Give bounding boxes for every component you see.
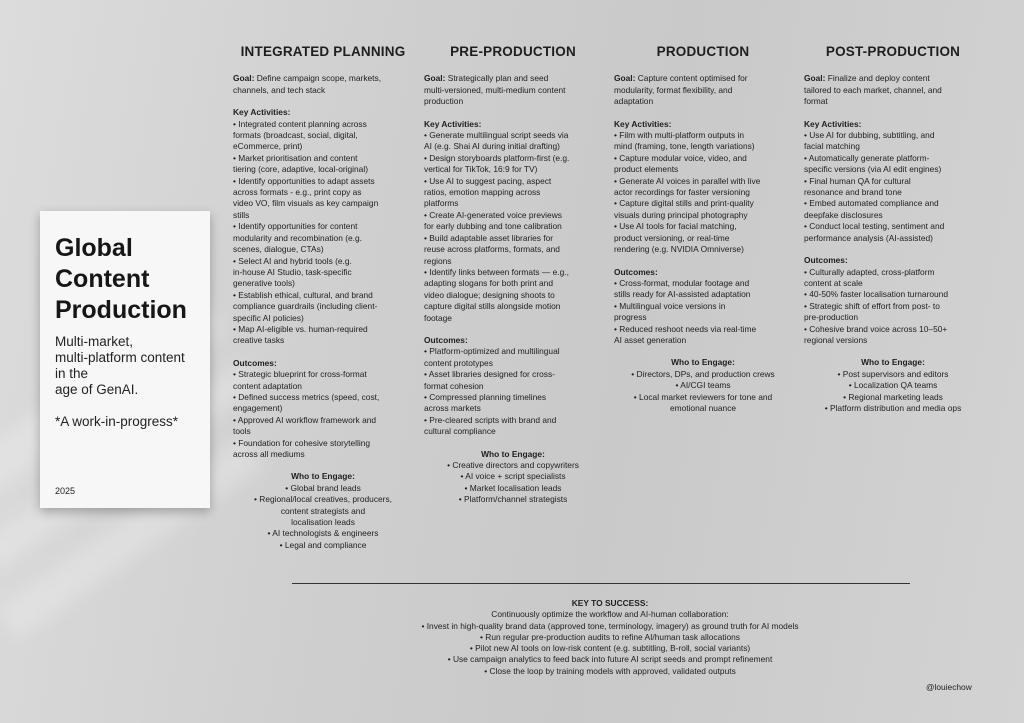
- who-to-engage-line: • Creative directors and copywriters: [447, 460, 579, 470]
- goal-line-text: Capture content optimised for: [637, 73, 748, 84]
- column-pre-production: [424, 46, 602, 506]
- outcomes-section: [804, 255, 982, 346]
- who-to-engage-section: [614, 357, 792, 414]
- key-activities-line: platforms: [424, 198, 459, 209]
- outcomes-line: content at scale: [804, 277, 863, 288]
- outcomes-section: [424, 335, 602, 438]
- key-activities-line: adapting slogans for both print and: [424, 278, 553, 289]
- key-activities-line: • Final human QA for cultural: [804, 175, 911, 186]
- outcomes-line: • 40-50% faster localisation turnaround: [804, 289, 948, 300]
- key-activities-line: compliance guardrails (including client-: [233, 301, 378, 312]
- key-activities-line: tiering (core, adaptive, local-original): [233, 164, 368, 175]
- key-activities-line: ratios, emotion mapping across: [424, 187, 541, 198]
- key-activities-line: • Generate AI voices in parallel with live: [614, 175, 761, 186]
- goal-line-text: channels, and tech stack: [233, 84, 326, 95]
- outcomes-line: • Approved AI workflow framework and: [233, 414, 377, 425]
- goal-line-text: format: [804, 96, 828, 107]
- key-activities-section: [424, 119, 602, 324]
- key-activities-line: • Capture digital stills and print-quality: [614, 198, 754, 209]
- key-activities-line: • Embed automated compliance and: [804, 198, 939, 209]
- outcomes-label: Outcomes:: [424, 334, 468, 345]
- key-to-success-line: • Invest in high-quality brand data (approved tone, terminology, imagery) as ground truth for AI models: [421, 620, 799, 631]
- key-activities-line: specific AI policies): [233, 312, 304, 323]
- goal-line-text: multi-versioned, multi-medium content: [424, 84, 566, 95]
- key-activities-line: • Identify opportunities for content: [233, 221, 358, 232]
- key-activities-section: [233, 107, 413, 347]
- outcomes-line: • Reduced reshoot needs via real-time: [614, 323, 757, 334]
- outcomes-line: • Asset libraries designed for cross-: [424, 369, 555, 380]
- key-activities-line: • Select AI and hybrid tools (e.g.: [233, 255, 352, 266]
- key-to-success-line: Continuously optimize the workflow and AI-human collaboration:: [491, 609, 729, 620]
- outcomes-line: • Foundation for cohesive storytelling: [233, 437, 371, 448]
- who-to-engage-line: localisation leads: [291, 517, 355, 528]
- key-activities-line: • Film with multi-platform outputs in: [614, 130, 744, 141]
- key-activities-line: • Use AI for dubbing, subtitling, and: [804, 130, 935, 141]
- key-activities-line: product elements: [614, 164, 679, 175]
- outcomes-line: pre-production: [804, 312, 859, 323]
- key-activities-line: for early dubbing and tone calibration: [424, 221, 562, 232]
- goal-line-text: Strategically plan and seed: [447, 73, 549, 84]
- outcomes-line: content prototypes: [424, 357, 493, 368]
- key-activities-line: • Build adaptable asset libraries for: [424, 232, 554, 243]
- who-to-engage-line: content strategists and: [280, 505, 366, 516]
- outcomes-line: • Multilingual voice versions in: [614, 300, 726, 311]
- outcomes-line: • Cohesive brand voice across 10–50+: [804, 323, 948, 334]
- key-activities-line: performance analysis (AI-assisted): [804, 232, 933, 243]
- key-activities-line: • Automatically generate platform-: [804, 152, 930, 163]
- key-activities-line: video VO, film visuals as key campaign: [233, 198, 379, 209]
- who-to-engage-line: • Post supervisors and editors: [837, 368, 949, 379]
- key-activities-line: formats (broadcast, social, digital,: [233, 130, 358, 141]
- goal-text: [424, 73, 602, 107]
- outcomes-line: format cohesion: [424, 380, 484, 391]
- key-activities-line: • Capture modular voice, video, and: [614, 152, 747, 163]
- column-post-production: [804, 46, 982, 414]
- key-activities-line: • Create AI-generated voice previews: [424, 209, 562, 220]
- outcomes-line: • Strategic blueprint for cross-format: [233, 369, 367, 380]
- outcomes-line: cultural compliance: [424, 426, 496, 437]
- outcomes-label: Outcomes:: [614, 266, 658, 277]
- who-to-engage-line: • Legal and compliance: [279, 539, 367, 550]
- who-to-engage-label: Who to Engage:: [291, 471, 355, 482]
- key-activities-line: regions: [424, 255, 452, 266]
- goal-line: [614, 96, 792, 107]
- outcomes-line: • Pre-cleared scripts with brand and: [424, 414, 557, 425]
- who-to-engage-label: Who to Engage:: [861, 357, 925, 368]
- column-integrated-planning: [233, 46, 413, 551]
- outcomes-label: Outcomes:: [804, 255, 848, 266]
- outcomes-line: • Culturally adapted, cross-platform: [804, 266, 935, 277]
- who-to-engage-line: • Global brand leads: [285, 482, 361, 493]
- outcomes-line: engagement): [233, 403, 283, 414]
- key-activities-section: [804, 119, 982, 244]
- goal-text: [233, 73, 413, 96]
- key-activities-line: • Integrated content planning across: [233, 118, 367, 129]
- page-title: Global Content Production: [55, 234, 187, 324]
- key-to-success: [300, 598, 920, 677]
- key-activities-line: across formats - e.g., print copy as: [233, 187, 362, 198]
- outcomes-line: regional versions: [804, 334, 868, 345]
- key-activities-line: capture digital stills alongside motion: [424, 301, 561, 312]
- key-activities-line: product versioning, or real-time: [614, 232, 730, 243]
- divider-line: [292, 583, 910, 584]
- who-to-engage-section: [804, 357, 982, 414]
- key-activities-label: Key Activities:: [424, 118, 482, 129]
- who-to-engage-section: [233, 471, 413, 551]
- work-in-progress-note: *A work-in-progress*: [55, 414, 179, 429]
- key-to-success-line: • Use campaign analytics to feed back into future AI script seeds and prompt refinement: [447, 654, 773, 665]
- column-heading: POST-PRODUCTION: [825, 44, 961, 59]
- outcomes-line: AI asset generation: [614, 334, 687, 345]
- title-card: [40, 211, 210, 508]
- key-activities-line: resonance and brand tone: [804, 187, 902, 198]
- outcomes-line: • Cross-format, modular footage and: [614, 277, 750, 288]
- who-to-engage-line: • Regional marketing leads: [843, 391, 943, 402]
- key-activities-line: • Generate multilingual script seeds via: [424, 130, 569, 141]
- goal-line: [804, 96, 982, 107]
- key-to-success-line: • Close the loop by training models with approved, validated outputs: [484, 665, 736, 676]
- key-activities-line: mind (framing, tone, length variations): [614, 141, 755, 152]
- key-activities-section: [614, 119, 792, 256]
- goal-line-text: Define campaign scope, markets,: [256, 73, 382, 84]
- key-activities-line: footage: [424, 312, 452, 323]
- who-to-engage-section: [424, 449, 602, 506]
- goal-label: Goal:: [424, 73, 446, 84]
- key-activities-line: • Market prioritisation and content: [233, 152, 358, 163]
- key-activities-line: rendering (e.g. NVIDIA Omniverse): [614, 244, 744, 255]
- goal-line-text: production: [424, 96, 464, 107]
- column-heading: PRE-PRODUCTION: [450, 44, 576, 59]
- key-activities-line: • Identify opportunities to adapt assets: [233, 175, 375, 186]
- page-subtitle: Multi-market, multi-platform content in the age of GenAI.: [55, 334, 185, 397]
- goal-line: [233, 73, 413, 84]
- key-activities-line: • Map AI-eligible vs. human-required: [233, 323, 368, 334]
- goal-text: [804, 73, 982, 107]
- key-activities-line: creative tasks: [233, 335, 285, 346]
- key-activities-line: • Use AI to suggest pacing, aspect: [424, 175, 552, 186]
- key-activities-line: scenes, dialogue, CTAs): [233, 244, 324, 255]
- who-to-engage-line: • AI voice + script specialists: [460, 471, 566, 482]
- outcomes-line: progress: [614, 312, 647, 323]
- key-activities-line: generative tools): [233, 278, 295, 289]
- key-activities-label: Key Activities:: [804, 118, 862, 129]
- who-to-engage-line: • AI/CGI teams: [675, 380, 731, 391]
- goal-line: [804, 85, 982, 96]
- key-to-success-line: • Run regular pre-production audits to refine AI/human task allocations: [480, 631, 740, 642]
- who-to-engage-label: Who to Engage:: [481, 448, 545, 459]
- goal-text: [614, 73, 792, 107]
- key-activities-line: • Identify links between formats — e.g.,: [424, 266, 569, 277]
- column-heading: PRODUCTION: [656, 44, 750, 59]
- key-activities-line: specific versions (via AI edit engines): [804, 164, 942, 175]
- outcomes-line: tools: [233, 426, 251, 437]
- who-to-engage-line: • Market localisation leads: [464, 482, 562, 493]
- key-to-success-line: • Pilot new AI tools on low-risk content (e.g. subtitling, B-roll, social variants): [469, 643, 751, 654]
- key-activities-line: modularity and recombination (e.g.: [233, 232, 362, 243]
- outcomes-line: • Platform-optimized and multilingual: [424, 346, 560, 357]
- outcomes-label: Outcomes:: [233, 357, 277, 368]
- key-activities-line: • Use AI tools for facial matching,: [614, 221, 737, 232]
- key-activities-label: Key Activities:: [233, 107, 291, 118]
- key-activities-line: reuse across platforms, formats, and: [424, 244, 560, 255]
- column-production: [614, 46, 792, 414]
- key-activities-line: • Establish ethical, cultural, and brand: [233, 289, 373, 300]
- outcomes-line: across all mediums: [233, 449, 305, 459]
- goal-line-text: Finalize and deploy content: [827, 73, 930, 84]
- outcomes-line: stills ready for AI-assisted adaptation: [614, 289, 751, 300]
- column-heading: INTEGRATED PLANNING: [240, 44, 406, 59]
- key-activities-line: deepfake disclosures: [804, 209, 883, 220]
- key-activities-line: video dialogue; designing shoots to: [424, 289, 555, 300]
- outcomes-line: across markets: [424, 403, 481, 414]
- key-activities-line: • Conduct local testing, sentiment and: [804, 221, 945, 232]
- who-to-engage-line: • AI technologists & engineers: [267, 528, 379, 539]
- who-to-engage-line: • Localization QA teams: [848, 380, 938, 391]
- goal-line: [424, 96, 602, 107]
- key-activities-line: visuals during principal photography: [614, 209, 748, 220]
- who-to-engage-line: • Directors, DPs, and production crews: [631, 368, 775, 379]
- who-to-engage-label: Who to Engage:: [671, 357, 735, 368]
- who-to-engage-line: • Platform distribution and media ops: [824, 402, 962, 413]
- key-activities-line: eCommerce, print): [233, 141, 303, 152]
- goal-line-text: modularity, format flexibility, and: [614, 84, 733, 95]
- goal-line: [233, 85, 413, 96]
- who-to-engage-line: • Platform/channel strategists: [458, 494, 568, 505]
- who-to-engage-line: emotional nuance: [669, 402, 737, 413]
- outcomes-line: • Compressed planning timelines: [424, 391, 547, 402]
- key-activities-line: AI (e.g. Shai AI during initial drafting): [424, 141, 560, 152]
- outcomes-line: • Strategic shift of effort from post- to: [804, 300, 940, 311]
- goal-line: [614, 73, 792, 84]
- goal-line-text: adaptation: [614, 96, 654, 107]
- outcomes-section: [614, 267, 792, 347]
- outcomes-section: [233, 358, 413, 461]
- goal-line: [614, 85, 792, 96]
- key-activities-line: • Design storyboards platform-first (e.g.: [424, 152, 570, 163]
- key-to-success-title: KEY TO SUCCESS:: [571, 598, 649, 608]
- goal-line-text: tailored to each market, channel, and: [804, 84, 942, 95]
- outcomes-line: • Defined success metrics (speed, cost,: [233, 391, 380, 402]
- key-activities-line: stills: [233, 209, 250, 220]
- who-to-engage-line: • Local market reviewers for tone and: [633, 391, 773, 402]
- goal-line: [804, 73, 982, 84]
- outcomes-line: content adaptation: [233, 380, 302, 391]
- key-activities-line: facial matching: [804, 141, 860, 152]
- key-activities-line: in-house AI Studio, task-specific: [233, 266, 352, 277]
- goal-label: Goal:: [614, 73, 636, 84]
- goal-label: Goal:: [233, 73, 255, 84]
- author-credit: @louiechow: [926, 682, 972, 692]
- year-label: 2025: [55, 486, 76, 496]
- key-activities-label: Key Activities:: [614, 118, 672, 129]
- goal-label: Goal:: [804, 73, 826, 84]
- key-activities-line: vertical for TikTok, 16:9 for TV): [424, 164, 538, 175]
- who-to-engage-line: • Regional/local creatives, producers,: [254, 494, 392, 505]
- goal-line: [424, 73, 602, 84]
- key-activities-line: actor recordings for faster versioning: [614, 187, 750, 198]
- goal-line: [424, 85, 602, 96]
